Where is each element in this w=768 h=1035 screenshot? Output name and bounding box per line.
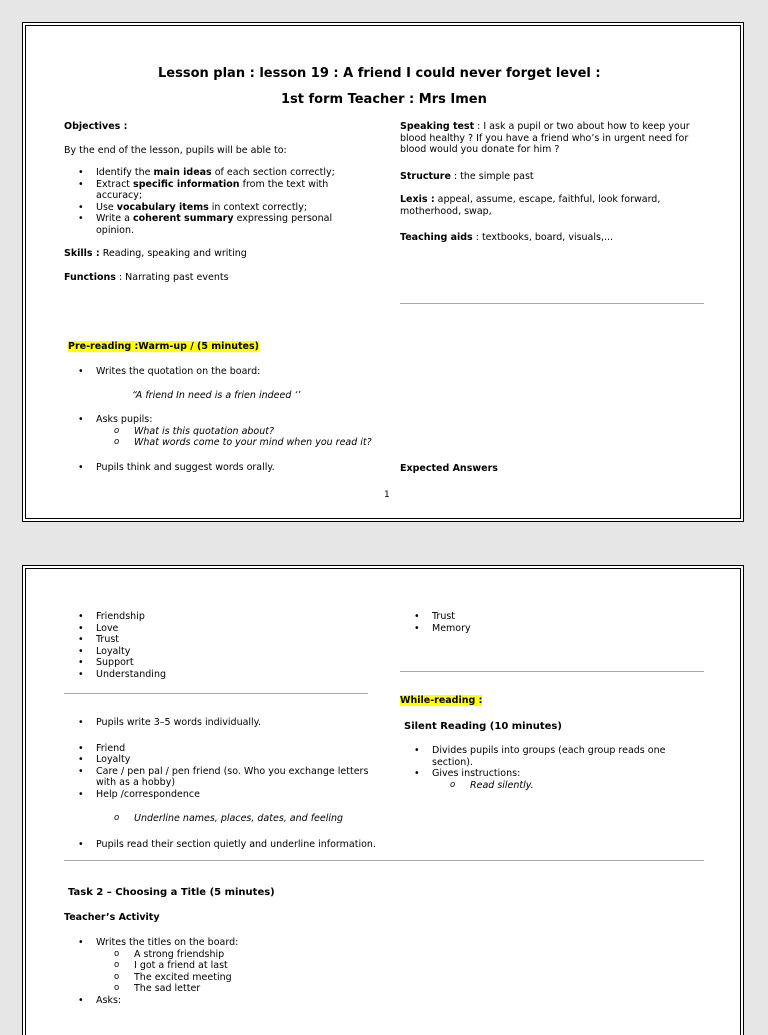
teaching-aids-line: Teaching aids : textbooks, board, visuals,... [400, 232, 614, 243]
quotation: “A friend In need is a frien indeed ‘’ [132, 389, 301, 401]
functions-line: Functions : Narrating past events [64, 271, 229, 283]
list-item: o The excited meeting [114, 972, 464, 984]
title-line-2: 1st form Teacher : Mrs Imen [281, 92, 487, 107]
pupils-read-block [64, 839, 664, 851]
list-item: o Underline names, places, dates, and feeling [114, 813, 374, 825]
word-list [400, 611, 700, 634]
right-column [400, 121, 700, 244]
divider-line [64, 693, 368, 694]
question-list [114, 426, 444, 449]
list-item: • Support [64, 657, 364, 669]
list-item: • Asks: [64, 995, 464, 1007]
list-item: • Pupils read their section quietly and underline information. [64, 839, 664, 851]
structure-line: Structure : the simple past [400, 170, 534, 182]
list-item: • Pupils write 3–5 words individually. [64, 717, 374, 729]
objective-item: • Identify the main ideas of each section correctly; [64, 167, 364, 179]
objective-item: • Use vocabulary items in context correctly; [64, 202, 364, 214]
while-reading-heading: While-reading : [400, 695, 483, 706]
list-item: • Divides pupils into groups (each group reads one section). [400, 745, 700, 768]
list-item: o I got a friend at last [114, 960, 464, 972]
objectives-list [64, 167, 364, 236]
list-item: • Pupils think and suggest words orally. [64, 462, 444, 474]
right-word-list-block [400, 611, 700, 634]
list-item: • Trust [64, 634, 364, 646]
list-item: • Trust [400, 611, 700, 623]
task2-heading: Task 2 – Choosing a Title (5 minutes) [68, 887, 275, 898]
question-item: o What words come to your mind when you read it? [114, 437, 444, 449]
title-options-list [114, 949, 464, 995]
list-item: • Understanding [64, 669, 364, 681]
question-item: o What is this quotation about? [114, 426, 444, 438]
list-item: • Help /correspondence [64, 789, 374, 801]
objective-item: • Extract specific information from the text with accuracy; [64, 179, 364, 202]
list-item: • Writes the titles on the board: [64, 937, 464, 949]
teacher-activity-heading: Teacher’s Activity [64, 912, 160, 923]
list-item: • Loyalty [64, 646, 364, 658]
list-item: • Asks pupils: [64, 414, 444, 426]
list-item: • Care / pen pal / pen friend (so. Who you exchange letters with as a hobby) [64, 766, 374, 789]
list-item: • Gives instructions: [400, 768, 700, 780]
objectives-heading: Objectives : [64, 121, 128, 132]
expected-answers: Expected Answers [400, 463, 498, 474]
page-number: 1 [384, 490, 390, 500]
list-item: o The sad letter [114, 983, 464, 995]
lexis-line: Lexis : appeal, assume, escape, faithful, look forward, motherhood, swap, [400, 194, 661, 217]
objective-item: • Write a coherent summary expressing personal opinion. [64, 213, 364, 236]
speaking-test: Speaking test : I ask a pupil or two about how to keep your blood healthy ? If you have a friend who’s in urgent need for blood would you donate for him ? [400, 121, 690, 155]
divider-line [400, 303, 704, 304]
page-one [22, 22, 744, 522]
list-item: • Loyalty [64, 754, 374, 766]
left-word-list-block [64, 611, 364, 680]
list-item: • Love [64, 623, 364, 635]
prereading-content [64, 366, 444, 473]
list-item: • Friendship [64, 611, 364, 623]
title-line-1: Lesson plan : lesson 19 : A friend I could never forget level : [158, 66, 601, 81]
silent-reading-heading: Silent Reading (10 minutes) [404, 721, 562, 732]
divider-line [64, 860, 704, 861]
list-item: o A strong friendship [114, 949, 464, 961]
divider-line [400, 671, 704, 672]
objectives-intro: By the end of the lesson, pupils will be able to: [64, 144, 287, 156]
list-item: • Writes the quotation on the board: [64, 366, 444, 378]
prereading-heading: Pre-reading :Warm-up / (5 minutes) [68, 341, 259, 352]
task2-content [64, 937, 464, 1006]
page-two [22, 565, 744, 1035]
list-item: o Read silently. [450, 780, 700, 792]
word-list [64, 743, 374, 801]
skills-line: Skills : Reading, speaking and writing [64, 248, 247, 259]
left-column [64, 121, 364, 283]
left-middle-block [64, 717, 374, 825]
right-middle-block [400, 745, 700, 791]
list-item: • Memory [400, 623, 700, 635]
list-item: • Friend [64, 743, 374, 755]
prereading-list [64, 366, 444, 378]
word-list [64, 611, 364, 680]
